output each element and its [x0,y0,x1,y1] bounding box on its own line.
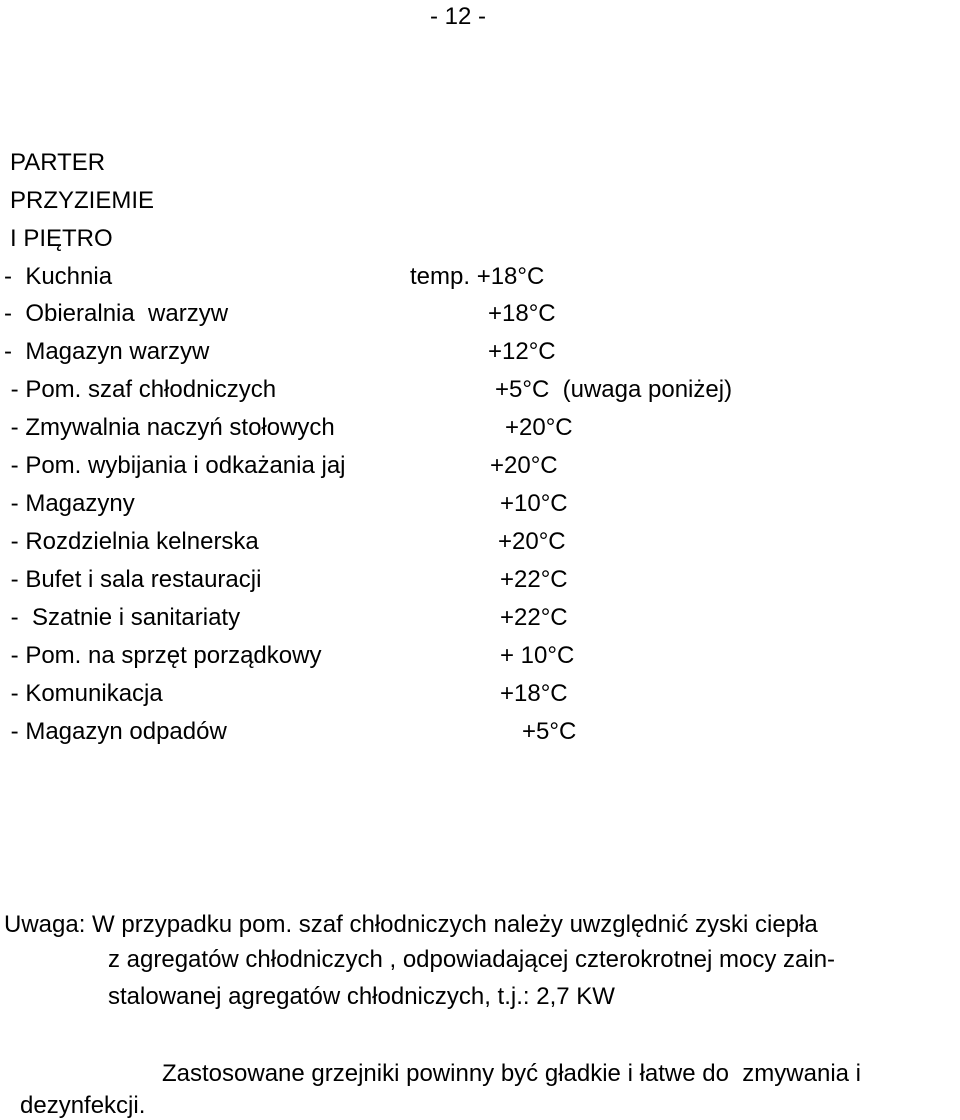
note-line: stalowanej agregatów chłodniczych, t.j.: 2,7 KW [108,983,615,1010]
room-name: - Obieralnia warzyw [4,300,229,327]
room-name: - Magazyn warzyw [4,338,210,365]
paragraph-line: Zastosowane grzejniki powinny być gładkie i łatwe do zmywania i [162,1060,861,1087]
room-temperature: +12°C [488,338,556,365]
room-temperature: +22°C [500,566,568,593]
room-name: - Pom. na sprzęt porządkowy [4,642,322,669]
paragraph-line: dezynfekcji. [20,1092,146,1119]
room-name: - Bufet i sala restauracji [4,566,262,593]
room-name: - Szatnie i sanitariaty [4,604,241,631]
floor-label: PRZYZIEMIE [10,187,155,214]
room-temperature: +18°C [500,680,568,707]
room-name: - Komunikacja [4,680,163,707]
room-temperature: +10°C [500,490,568,517]
room-name: - Magazyn odpadów [4,718,227,745]
room-temperature: +20°C [490,452,558,479]
room-temperature: +18°C [488,300,556,327]
room-temperature: temp. +18°C [410,263,545,290]
room-temperature: +20°C [505,414,573,441]
room-name: - Kuchnia [4,263,113,290]
room-name: - Pom. wybijania i odkażania jaj [4,452,346,479]
room-name: - Zmywalnia naczyń stołowych [4,414,335,441]
room-temperature: +5°C (uwaga poniżej) [495,376,733,403]
floor-label: PARTER [10,149,106,176]
note-line: z agregatów chłodniczych , odpowiadającej czterokrotnej mocy zain- [108,946,836,973]
room-name: - Magazyny [4,490,135,517]
room-temperature: +5°C [522,718,577,745]
room-name: - Pom. szaf chłodniczych [4,376,277,403]
room-temperature: +20°C [498,528,566,555]
room-temperature: +22°C [500,604,568,631]
floor-label: I PIĘTRO [10,225,113,252]
room-name: - Rozdzielnia kelnerska [4,528,259,555]
room-temperature: + 10°C [500,642,575,669]
note-line: Uwaga: W przypadku pom. szaf chłodniczych należy uwzględnić zyski ciepła [4,911,818,938]
page-number: - 12 - [430,3,487,30]
